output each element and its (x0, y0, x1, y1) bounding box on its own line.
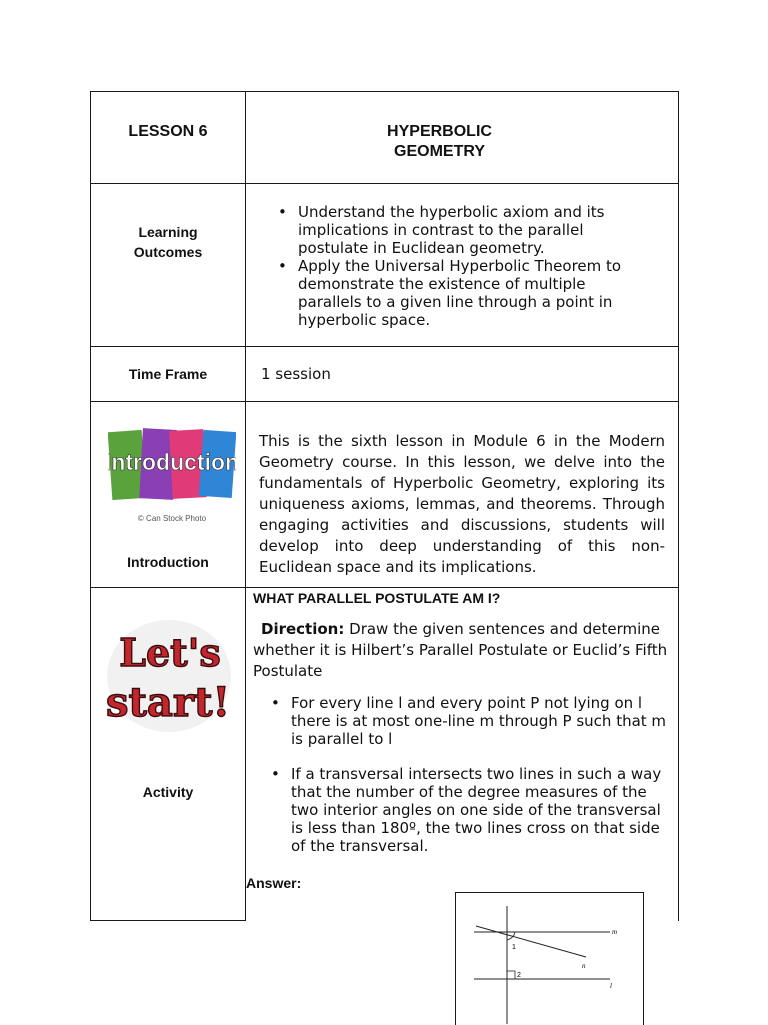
activity-item: • For every line l and every point P not lying on l there is at most one-line m through P such that m is parallel to l (269, 694, 669, 748)
lets-start-clipart (104, 598, 234, 750)
activity-direction (253, 619, 673, 682)
lesson-label: LESSON 6 (128, 123, 208, 140)
lesson-title-line-1: HYPERBOLIC (387, 123, 492, 140)
direction-label: Direction: (261, 620, 345, 638)
right-angle-marker (507, 971, 515, 979)
lesson-title (246, 122, 633, 162)
row-divider-1 (90, 183, 679, 184)
direction-text: Draw the given sentences and determine whether it is Hilbert’s Parallel Postulate or Euclid’s Fifth Postulate (253, 620, 668, 680)
row-divider-3 (90, 401, 679, 402)
label-m: m (612, 928, 618, 936)
lesson-title-line-2: GEOMETRY (394, 143, 485, 160)
time-frame-label: Time Frame (128, 366, 208, 382)
activity-item: • If a transversal intersects two lines in such a way that the number of the degree measures of the two interior angles on one side of the transversal is less than 180º, the two lines cross on that side of the transversal. (269, 765, 669, 855)
label-n: n (582, 962, 586, 970)
answer-label: Answer: (246, 875, 302, 891)
parallel-lines-figure (470, 900, 630, 1024)
introduction-text: This is the sixth lesson in Module 6 in the Modern Geometry course. In this lesson, we delve into the fundamentals of Hyperbolic Geometry, exploring its uniqueness axioms, lemmas, and theorems. Through engaging activities and discussions, students will develop into deep understanding of this non-Euclidean space and its implications. (259, 432, 665, 576)
time-frame-value: 1 session (261, 365, 331, 383)
table-column-divider (245, 91, 246, 921)
activity-heading: WHAT PARALLEL POSTULATE AM I? (253, 590, 501, 606)
table-border-top (90, 91, 679, 92)
introduction-label: Introduction (127, 554, 209, 570)
learning-outcome-item: • Understand the hyperbolic axiom and its implications in contrast to the parallel postulate in Euclidean geometry. (276, 203, 636, 257)
learning-outcomes-list (276, 203, 636, 329)
label-angle-1: 1 (512, 944, 516, 951)
table-border-right (678, 91, 679, 921)
introduction-clipart (108, 425, 236, 523)
activity-label: Activity (142, 784, 194, 800)
label-l: l (610, 982, 612, 990)
label-angle-2: 2 (517, 972, 521, 979)
learning-outcomes-label-line-2: Outcomes (133, 244, 203, 260)
introduction-clipart-text: Introduction (108, 449, 236, 475)
lets-start-clipart-line-1: Let's (119, 630, 221, 675)
learning-outcome-item: • Apply the Universal Hyperbolic Theorem to demonstrate the existence of multiple parallels to a given line through a point in hyperbolic space. (276, 257, 636, 329)
line-n (476, 926, 586, 957)
introduction-clipart-credit: © Can Stock Photo (137, 514, 207, 523)
lets-start-clipart-line-2: start! (105, 679, 231, 726)
learning-outcomes-label (91, 222, 245, 262)
learning-outcomes-label-line-1: Learning (138, 224, 198, 240)
row-divider-4 (90, 587, 679, 588)
table-bottom-left (90, 920, 246, 921)
activity-item-list (269, 694, 669, 855)
row-divider-2 (90, 346, 679, 347)
